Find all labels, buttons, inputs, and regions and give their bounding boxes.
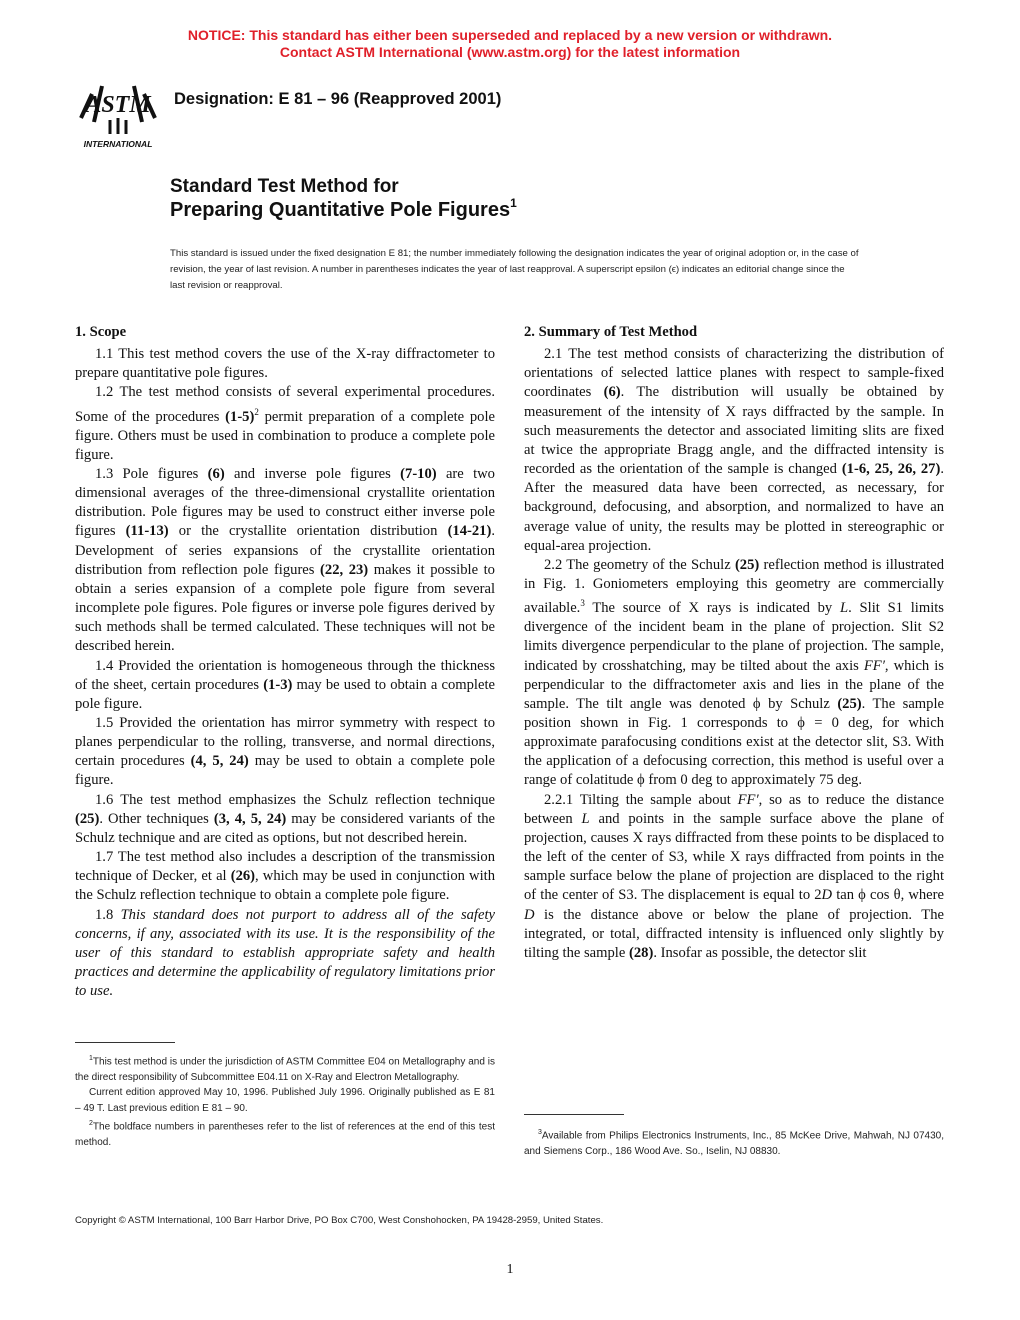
paragraph-1-3: 1.3 Pole figures (6) and inverse pole figures (7-10) are two dimensional averages of the three-dimensional crystallite orientation distribution. Pole figures may be used to construct either inverse pole figures (11-13) or the crystallite orientation distribution (14-21). Development of series expansions of the crystallite orientation distribution from reflection pole figures (22, 23) makes it possible to obtain a series expansion of a complete pole figure from several incomplete pole figures. Pole figures or inverse pole figures derived by such methods shall be termed calculated. These techniques will not be described herein.: [75, 465, 495, 655]
footnote-divider-right: [524, 1114, 624, 1115]
left-column: [75, 323, 495, 1001]
logo-subtitle: INTERNATIONAL: [83, 139, 153, 149]
paragraph-1-6: 1.6 The test method emphasizes the Schulz reflection technique (25). Other techniques (3, 4, 5, 24) may be considered variants of the Schulz technique and are cited as options, but not described herein.: [75, 791, 495, 846]
title-line-2: Preparing Quantitative Pole Figures: [170, 199, 511, 221]
paragraph-2-2: 2.2 The geometry of the Schulz (25) reflection method is illustrated in Fig. 1. Goniometers employing this geometry are commercially available.$^3$ The source of X rays is indicated by L. Slit S1 limits divergence of the incident beam in the plane of projection. Slit S2 limits divergence perpendicular to the plane of projection. The sample, indicated by crosshatching, may be tilted about the axis FF′, which is perpendicular to the diffractometer axis and lies in the plane of the sample. The tilt angle was denoted ϕ by Schulz (25). The sample position shown in Fig. 1 corresponds to ϕ = 0 deg, for which approximate parafocusing conditions exist at the detector slit, S3. With the application of a defocusing correction, this method is useful over a range of colatitude ϕ from 0 deg to approximately 75 deg.: [524, 556, 945, 789]
paragraph-1-4: 1.4 Provided the orientation is homogeneous through the thickness of the sheet, certain procedures (1-3) may be used to obtain a complete pole figure.: [75, 657, 495, 712]
paragraph-2-1: 2.1 The test method consists of characterizing the distribution of orientations of selected lattice planes with respect to sample-fixed coordinates (6). The distribution will usually be obtained by measurement of the intensity of X rays diffracted by the sample. In such measurements the detector and associated limiting slits are fixed at twice the appropriate Bragg angle, and the diffracted intensity is recorded as the orientation of the sample is changed (1-6, 25, 26, 27). After the measured data have been corrected, as necessary, for background, defocusing, and absorption, and normalized to have an average value of unity, the results may be plotted in stereographic or equal-area projection.: [524, 346, 944, 554]
paragraph-1-8: 1.8 This standard does not purport to address all of the safety concerns, if any, associated with its use. It is the responsibility of the user of this standard to establish appropriate safety and health practices and determine the applicability of regulatory limitations prior to use.: [75, 906, 495, 1000]
paragraph-1-7: 1.7 The test method also includes a description of the transmission technique of Decker, et al (26), which may be used in conjunction with the Schulz reflection technique to obtain a complete pole figure.: [75, 849, 496, 904]
notice-line-2: Contact ASTM International (www.astm.org) for the latest information: [279, 44, 741, 60]
paragraph-1-5: 1.5 Provided the orientation has mirror symmetry with respect to planes perpendicular to the rolling, transverse, and normal directions, certain procedures (4, 5, 24) may be used to obtain a complete pole figure.: [75, 714, 495, 789]
footnote-divider-left: [75, 1042, 175, 1043]
section-heading-scope: 1. Scope: [75, 324, 127, 340]
paragraph-2-2-1: 2.2.1 Tilting the sample about FF′, so as to reduce the distance between L and points in the sample surface above the plane of projection, causes X rays diffracted from these points to be displaced to the left of the center of S3, while X rays diffracted from points in the sample surface below the plane of projection are displaced to the right of the center of S3. The displacement is equal to 2D tan ϕ cos θ, where D is the distance above or below the plane of projection. The integrated, or total, diffracted intensity is influenced only slightly by tilting the sample (28). Insofar as possible, the detector slit: [524, 791, 944, 961]
paragraph-1-2: 1.2 The test method consists of several experimental procedures. Some of the procedures $(1-5)^2$ permit preparation of a complete pole figure. Others must be used in combination to produce a complete pole figure.: [75, 384, 495, 463]
section-heading-summary: 2. Summary of Test Method: [524, 324, 698, 340]
withdrawal-notice: [0, 27, 1020, 61]
footnote-2: $^2$The boldface numbers in parentheses refer to the list of references at the end of this test method.: [75, 1120, 495, 1149]
footnotes-right: [524, 1125, 944, 1159]
title-footnote-mark: 1: [510, 196, 517, 210]
issuance-note: This standard is issued under the fixed designation E 81; the number immediately following the designation indicates the year of original adoption or, in the case of revision, the year of last revision. A number in parentheses indicates the year of last reapproval. A superscript epsilon (ϵ) indicates an editorial change since the last revision or reapproval.: [170, 248, 859, 291]
designation: Designation: E 81 – 96 (Reapproved 2001): [174, 90, 502, 108]
svg-text:ASTM: ASTM: [85, 92, 151, 118]
paragraph-1-1: 1.1 This test method covers the use of the X-ray diffractometer to prepare quantitative pole figures.: [75, 346, 495, 382]
footnote-1b: Current edition approved May 10, 1996. Published July 1996. Originally published as E 81 – 49 T. Last previous edition E 81 – 90.: [75, 1087, 495, 1114]
notice-line-1: NOTICE: This standard has either been superseded and replaced by a new version or withdrawn.: [187, 27, 833, 43]
title-line-1: Standard Test Method for: [170, 176, 399, 197]
page-number: 1: [506, 1262, 514, 1277]
footnote-1: $^1$This test method is under the jurisdiction of ASTM Committee E04 on Metallography and is the direct responsibility of Subcommittee E04.11 on X-Ray and Electron Metallography.: [75, 1055, 495, 1083]
footnotes-left: [75, 1051, 495, 1151]
copyright-line: Copyright © ASTM International, 100 Barr Harbor Drive, PO Box C700, West Conshohocken, PA 19428-2959, United States.: [75, 1215, 604, 1226]
page-title: [170, 196, 517, 222]
astm-logo-icon: [76, 72, 160, 152]
right-column: [524, 323, 944, 963]
footnote-3: $^3$Available from Philips Electronics Instruments, Inc., 85 McKee Drive, Mahwah, NJ 07430, and Siemens Corp., 186 Wood Ave. So., Iselin, NJ 08830.: [524, 1129, 944, 1157]
